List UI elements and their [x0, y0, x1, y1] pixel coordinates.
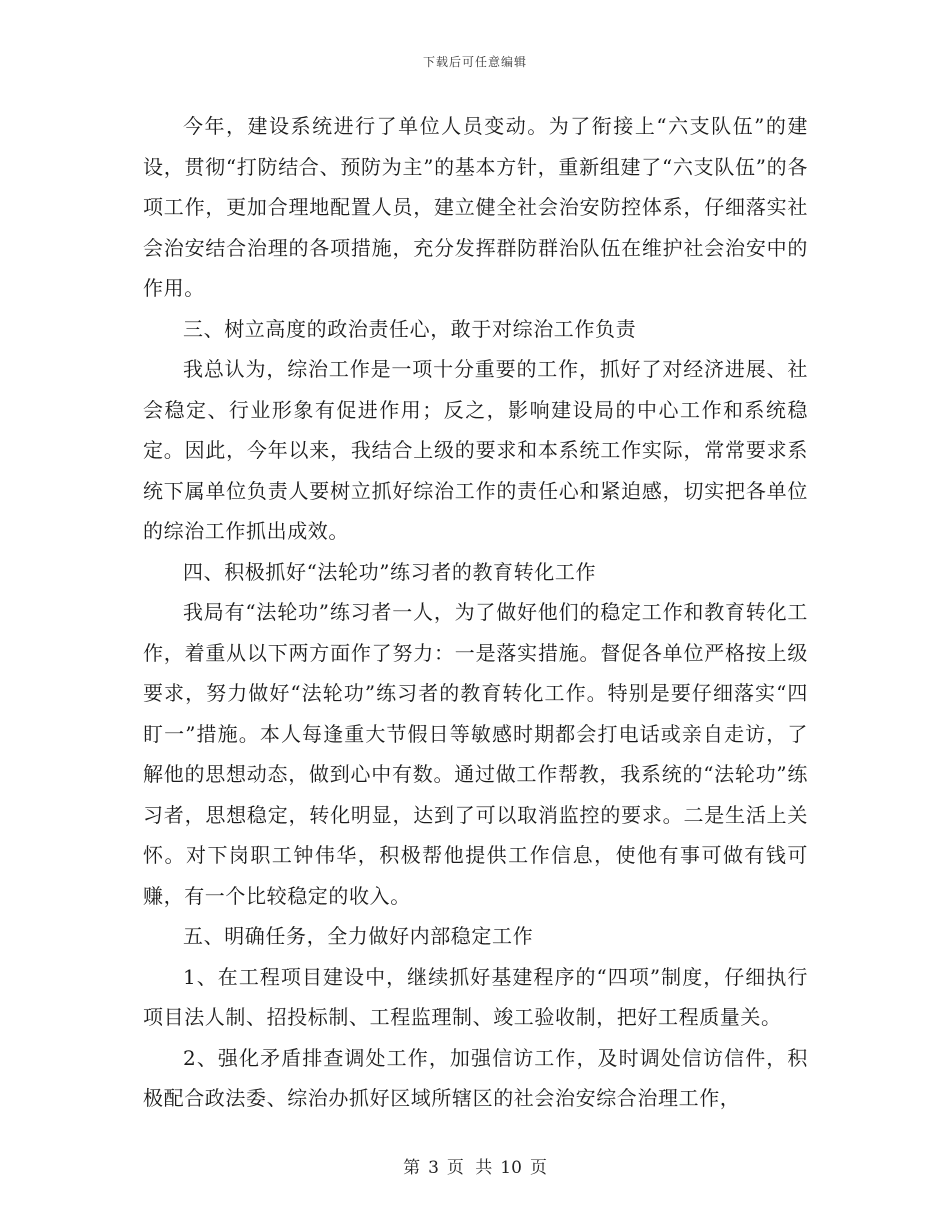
paragraph-staff-changes: 今年，建设系统进行了单位人员变动。为了衔接上“六支队伍”的建设，贯彻“打防结合、预防为主”的基本方针，重新组建了“六支队伍”的各项工作，更加合理地配置人员，建立健全社会治安防控体系，仔细落实社会治安结合治理的各项措施，充分发挥群防群治队伍在维护社会治安中的作用。	[143, 114, 808, 300]
page-number-prefix: 第	[403, 1158, 421, 1178]
document-body	[143, 106, 808, 1119]
section-heading-3: 三、树立高度的政治责任心，敢于对综治工作负责	[183, 316, 637, 341]
page-header: 下载后可任意编辑	[422, 55, 527, 69]
page-footer	[0, 1153, 950, 1178]
page-number-middle: 页 共	[446, 1158, 493, 1178]
current-page-number: 3	[428, 1158, 439, 1178]
paragraph-responsibility: 我总认为，综治工作是一项十分重要的工作，抓好了对经济进展、社会稳定、行业形象有促进作用；反之，影响建设局的中心工作和系统稳定。因此，今年以来，我结合上级的要求和本系统工作实际，常常要求系统下属单位负责人要树立抓好综治工作的责任心和紧迫感，切实把各单位的综治工作抓出成效。	[143, 357, 808, 543]
total-page-count: 10	[500, 1158, 522, 1178]
section-heading-4: 四、积极抓好“法轮功”练习者的教育转化工作	[183, 559, 597, 584]
paragraph-education-transformation: 我局有“法轮功”练习者一人，为了做好他们的稳定工作和教育转化工作，着重从以下两方面作了努力：一是落实措施。督促各单位严格按上级要求，努力做好“法轮功”练习者的教育转化工作。特别是要仔细落实“四盯一”措施。本人每逢重大节假日等敏感时期都会打电话或亲自走访，了解他的思想动态，做到心中有数。通过做工作帮教，我系统的“法轮功”练习者，思想稳定，转化明显，达到了可以取消监控的要求。二是生活上关怀。对下岗职工钟伟华，积极帮他提供工作信息，使他有事可做有钱可赚，有一个比较稳定的收入。	[143, 600, 808, 908]
page-number-suffix: 页	[529, 1158, 547, 1178]
section-heading-5: 五、明确任务，全力做好内部稳定工作	[183, 924, 534, 948]
paragraph-item-2: 2、强化矛盾排查调处工作，加强信访工作，及时调处信访信件，积极配合政法委、综治办抓好区域所辖区的社会治安综合治理工作，	[143, 1045, 808, 1110]
paragraph-item-1: 1、在工程项目建设中，继续抓好基建程序的“四项”制度，仔细执行项目法人制、招投标制、工程监理制、竣工验收制，把好工程质量关。	[143, 964, 808, 1029]
